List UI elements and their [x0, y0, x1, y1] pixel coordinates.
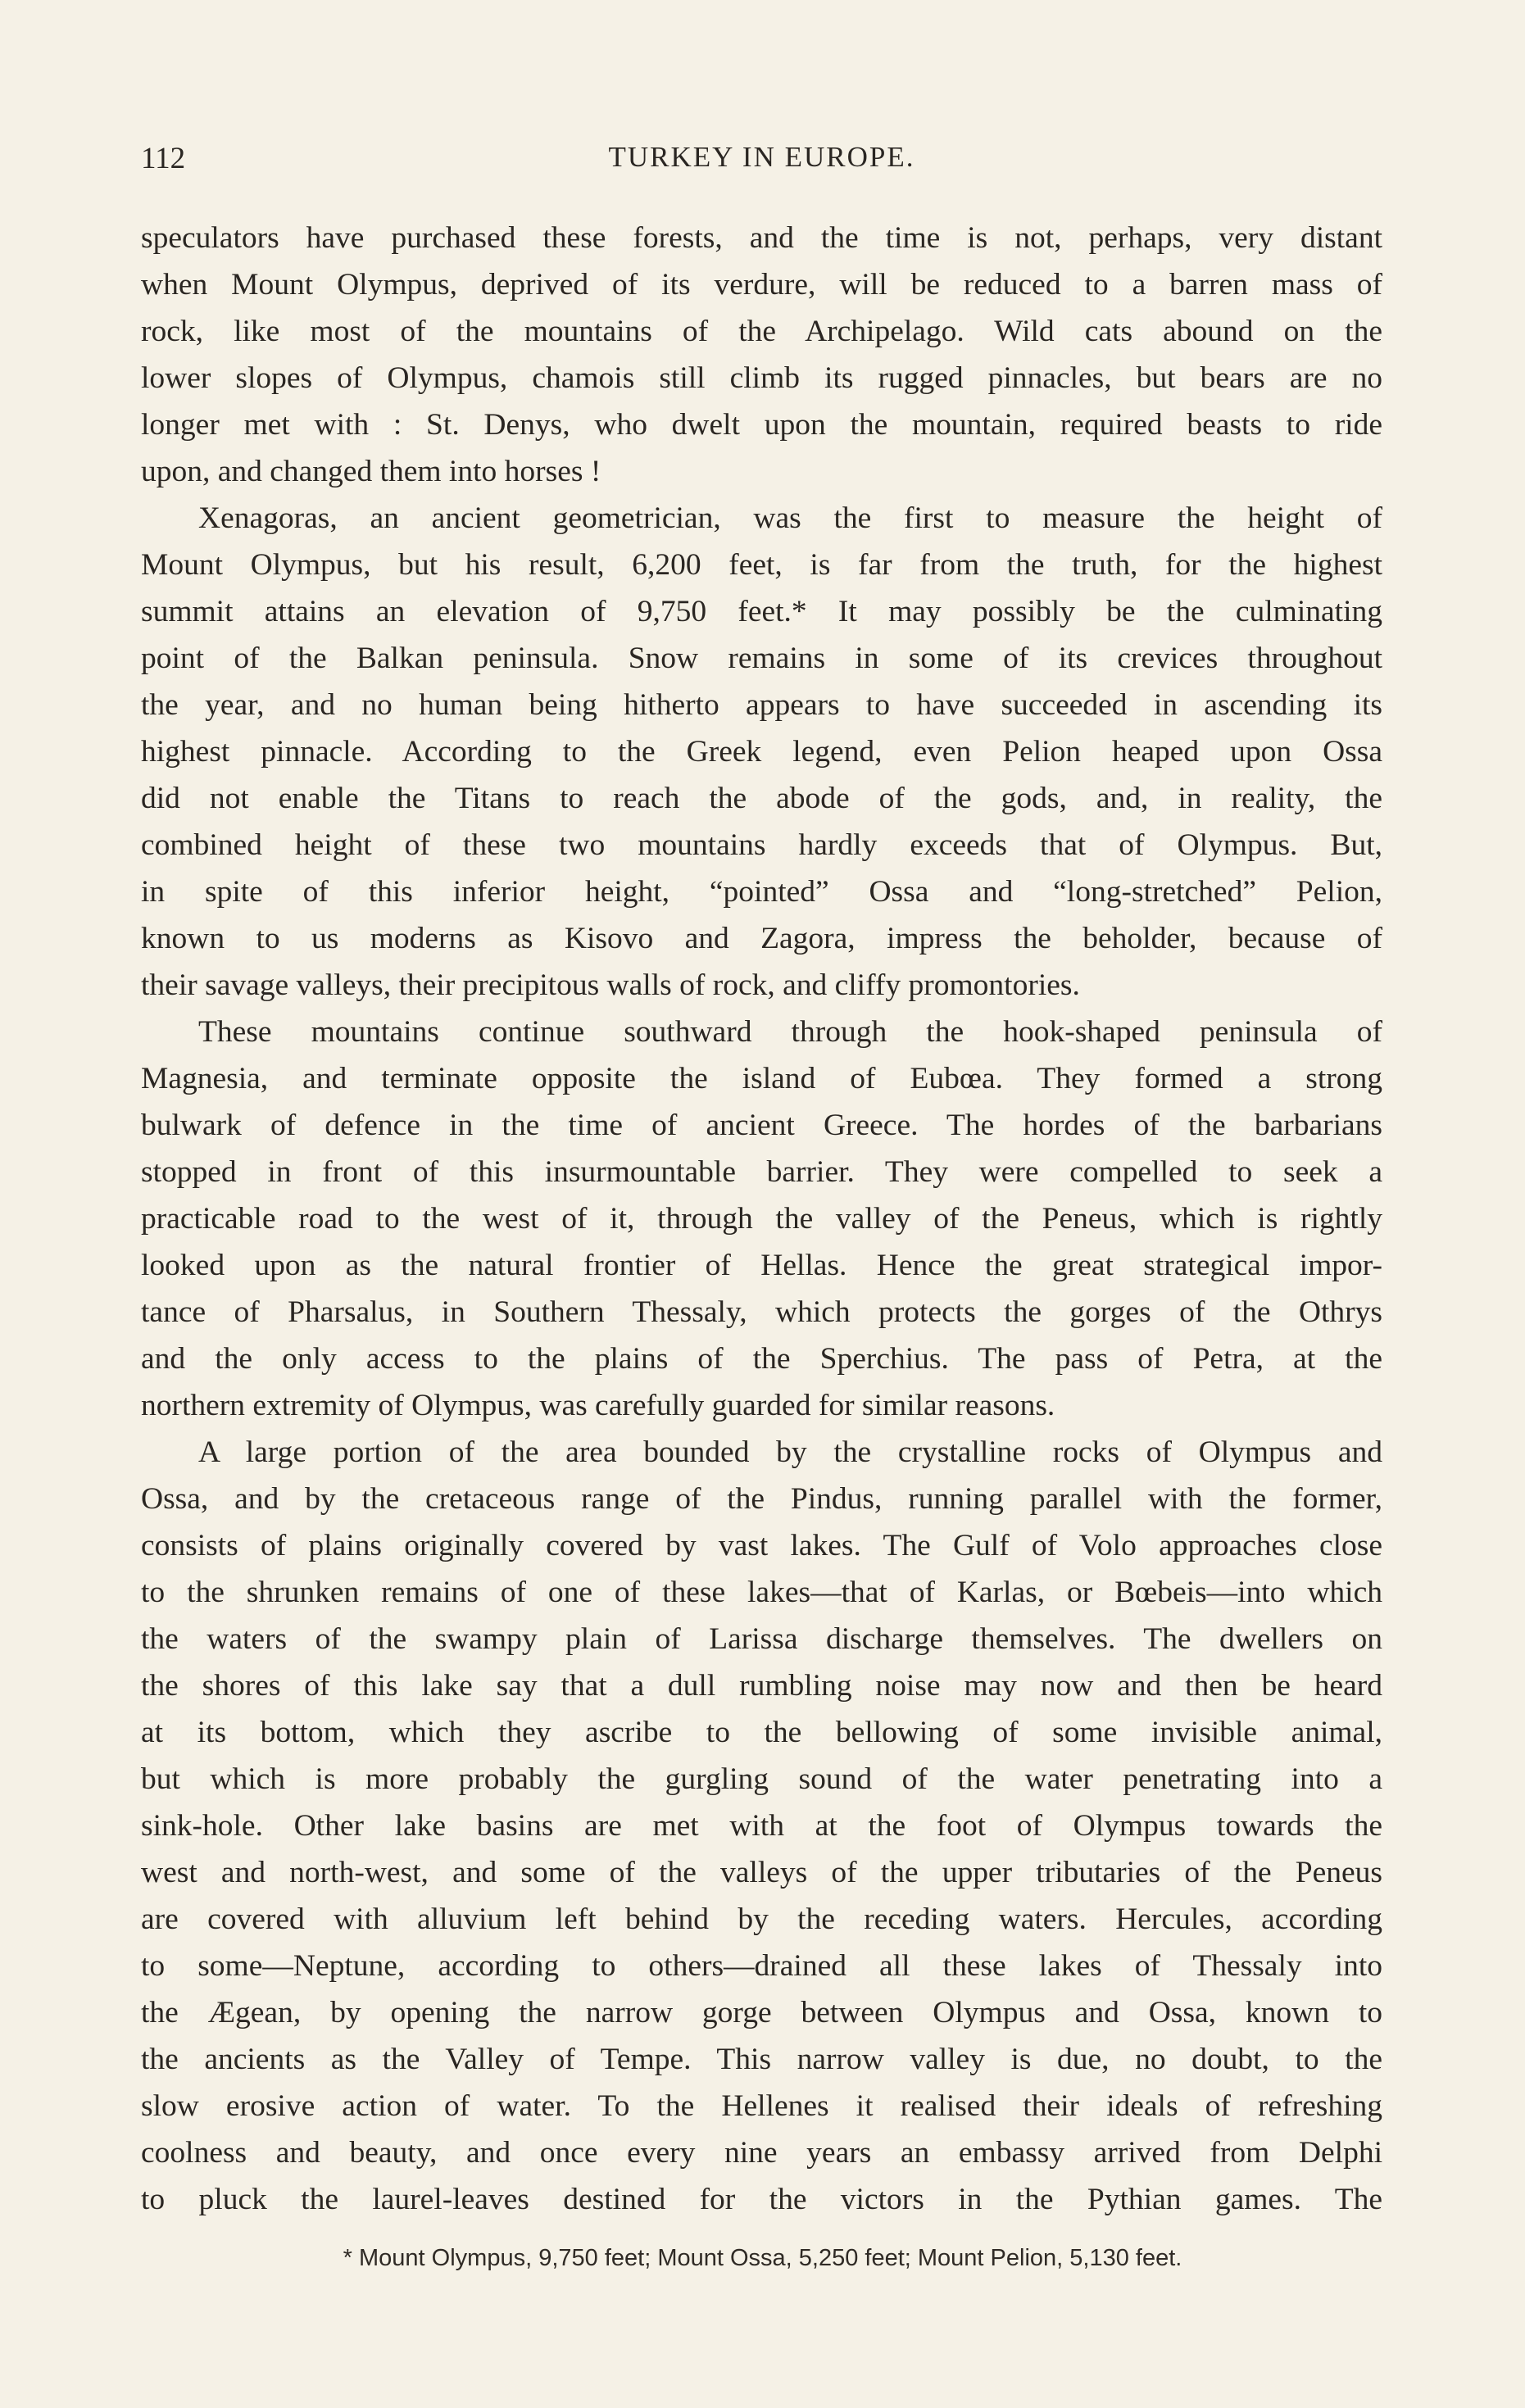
text-line: looked upon as the natural frontier of Hellas. Hence the great strategical impor- — [141, 1249, 1382, 1282]
text-line: Mount Olympus, but his result, 6,200 feet, is far from the truth, for the highest — [141, 548, 1382, 582]
page-header — [141, 141, 1382, 190]
page-number: 112 — [141, 142, 186, 175]
text-line: bulwark of defence in the time of ancient Greece. The hordes of the barbarians — [141, 1109, 1382, 1142]
text-line: coolness and beauty, and once every nine years an embassy arrived from Delphi — [141, 2136, 1382, 2170]
footnote: * Mount Olympus, 9,750 feet; Mount Ossa, 5,250 feet; Mount Pelion, 5,130 feet. — [343, 2245, 1182, 2271]
text-line: A large portion of the area bounded by the crystalline rocks of Olympus and — [198, 1435, 1382, 1469]
text-line: lower slopes of Olympus, chamois still climb its rugged pinnacles, but bears are no — [141, 361, 1382, 395]
text-line: the ancients as the Valley of Tempe. This narrow valley is due, no doubt, to the — [141, 2043, 1382, 2076]
text-line: Xenagoras, an ancient geometrician, was the first to measure the height of — [198, 501, 1382, 535]
text-line: point of the Balkan peninsula. Snow remains in some of its crevices throughout — [141, 642, 1382, 675]
text-line: speculators have purchased these forests, and the time is not, perhaps, very distant — [141, 221, 1382, 255]
text-line: longer met with : St. Denys, who dwelt upon the mountain, required beasts to ride — [141, 408, 1382, 442]
text-line: but which is more probably the gurgling sound of the water penetrating into a — [141, 1762, 1382, 1796]
text-line: when Mount Olympus, deprived of its verdure, will be reduced to a barren mass of — [141, 268, 1382, 302]
running-title: TURKEY IN EUROPE. — [608, 141, 915, 173]
text-line: in spite of this inferior height, “pointed” Ossa and “long-stretched” Pelion, — [141, 875, 1382, 909]
text-line: slow erosive action of water. To the Hellenes it realised their ideals of refreshing — [141, 2089, 1382, 2123]
text-line: tance of Pharsalus, in Southern Thessaly, which protects the gorges of the Othrys — [141, 1295, 1382, 1329]
text-line: sink-hole. Other lake basins are met with at the foot of Olympus towards the — [141, 1809, 1382, 1843]
text-line: stopped in front of this insurmountable barrier. They were compelled to seek a — [141, 1155, 1382, 1189]
text-line: the waters of the swampy plain of Larissa discharge themselves. The dwellers on — [141, 1622, 1382, 1656]
text-line: the Ægean, by opening the narrow gorge between Olympus and Ossa, known to — [141, 1996, 1382, 2029]
text-line: and the only access to the plains of the Sperchius. The pass of Petra, at the — [141, 1342, 1382, 1376]
text-line: Ossa, and by the cretaceous range of the Pindus, running parallel with the former, — [141, 1482, 1382, 1516]
text-line: Magnesia, and terminate opposite the island of Eubœa. They formed a strong — [141, 1062, 1382, 1095]
text-line: to some—Neptune, according to others—drained all these lakes of Thessaly into — [141, 1949, 1382, 1983]
text-line: combined height of these two mountains hardly exceeds that of Olympus. But, — [141, 828, 1382, 862]
text-line: summit attains an elevation of 9,750 feet.* It may possibly be the culminating — [141, 595, 1382, 628]
text-line: are covered with alluvium left behind by the receding waters. Hercules, according — [141, 1902, 1382, 1936]
text-line: the year, and no human being hitherto appears to have succeeded in ascending its — [141, 688, 1382, 722]
text-line: northern extremity of Olympus, was carefully guarded for similar reasons. — [141, 1389, 1055, 1422]
text-line: west and north-west, and some of the valleys of the upper tributaries of the Peneus — [141, 1856, 1382, 1889]
text-line: to the shrunken remains of one of these lakes—that of Karlas, or Bœbeis—into which — [141, 1576, 1382, 1609]
text-line: practicable road to the west of it, through the valley of the Peneus, which is rightly — [141, 1202, 1382, 1236]
body-text — [141, 215, 1382, 2223]
text-line: These mountains continue southward through the hook-shaped peninsula of — [198, 1015, 1382, 1049]
text-line: rock, like most of the mountains of the Archipelago. Wild cats abound on the — [141, 315, 1382, 348]
text-line: consists of plains originally covered by vast lakes. The Gulf of Volo approaches close — [141, 1529, 1382, 1562]
text-line: to pluck the laurel-leaves destined for the victors in the Pythian games. The — [141, 2183, 1382, 2216]
text-line: the shores of this lake say that a dull rumbling noise may now and then be heard — [141, 1669, 1382, 1703]
text-line: their savage valleys, their precipitous walls of rock, and cliffy promontories. — [141, 968, 1080, 1002]
text-line: did not enable the Titans to reach the abode of the gods, and, in reality, the — [141, 782, 1382, 815]
text-line: upon, and changed them into horses ! — [141, 455, 601, 488]
text-line: highest pinnacle. According to the Greek legend, even Pelion heaped upon Ossa — [141, 735, 1382, 769]
text-line: known to us moderns as Kisovo and Zagora, impress the beholder, because of — [141, 922, 1382, 955]
text-line: at its bottom, which they ascribe to the bellowing of some invisible animal, — [141, 1716, 1382, 1749]
